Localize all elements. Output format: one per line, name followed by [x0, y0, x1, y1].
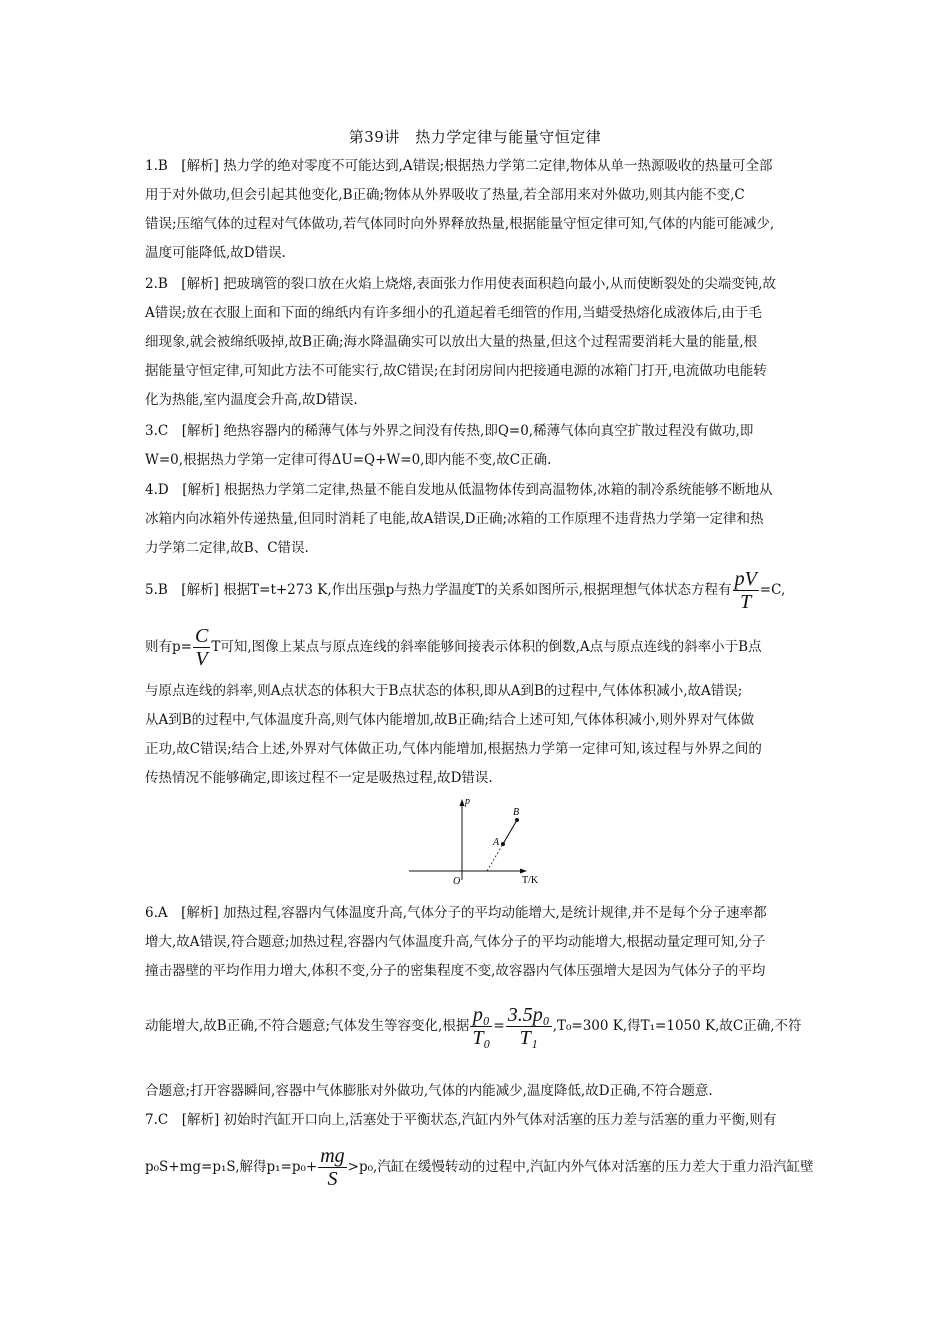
text-line: 正功,故C错误;结合上述,外界对气体做正功,气体内能增加,根据热力学第一定律可知,该过程与外界之间的: [145, 741, 762, 757]
fraction-denominator: V: [195, 648, 208, 670]
text-line: 温度可能降低,故D错误.: [145, 245, 286, 261]
fraction-pv-over-t: [733, 568, 759, 613]
fraction-numerator: 3.5p₀: [507, 1004, 550, 1026]
fraction-denominator: T₁: [519, 1027, 538, 1049]
point-a: [501, 842, 505, 846]
text-line: 化为热能,室内温度会升高,故D错误.: [145, 392, 358, 408]
text-line: 4.D [解析] 根据热力学第二定律,热量不能自发地从低温物体传到高温物体,冰箱的制冷系统能够不断地从: [145, 482, 773, 498]
text-line: W=0,根据热力学第一定律可得ΔU=Q+W=0,即内能不变,故C正确.: [145, 452, 552, 468]
p-t-graph: [405, 790, 555, 890]
text-span: >p₀,汽缸在缓慢转动的过程中,汽缸内外气体对活塞的压力差大于重力沿汽缸壁: [347, 1159, 814, 1175]
text-line: 与原点连线的斜率,则A点状态的体积大于B点状态的体积,即从A到B的过程中,气体体积减小,故A错误;: [145, 683, 743, 699]
p-axis-label: p: [465, 796, 470, 807]
answer-5-line-2: [145, 625, 810, 669]
answer-5-line-1: [145, 568, 810, 612]
t-axis-arrow: [520, 869, 527, 874]
text-line: A错误;放在衣服上面和下面的绵纸内有许多细小的孔道起着毛细管的作用,当蜡受热熔化成液体后,由于毛: [145, 305, 762, 321]
text-line: 1.B [解析] 热力学的绝对零度不可能达到,A错误;根据热力学第二定律,物体从单一热源吸收的热量可全部: [145, 158, 773, 174]
text-line: 撞击器壁的平均作用力增大,体积不变,分子的密集程度不变,故容器内气体压强增大是因为气体分子的平均: [145, 963, 766, 979]
text-line: 2.B [解析] 把玻璃管的裂口放在火焰上烧熔,表面张力作用使表面积趋向最小,从而使断裂处的尖端变钝,故: [145, 276, 776, 292]
answer-5-rest: [145, 677, 810, 793]
answer-2: [145, 270, 810, 415]
text-span: 则有p=: [145, 639, 192, 655]
answer-7: [145, 1106, 810, 1135]
answer-6-line-5: [145, 1077, 810, 1106]
text-line: 7.C [解析] 初始时汽缸开口向上,活塞处于平衡状态,汽缸内外气体对活塞的压力差与活塞的重力平衡,则有: [145, 1112, 777, 1128]
fraction-c-over-v: [193, 625, 210, 670]
answer-3: [145, 417, 810, 475]
text-line: 细现象,就会被绵纸吸掉,故B正确;海水降温确实可以放出大量的热量,但这个过程需要消耗大量的能量,根: [145, 334, 758, 350]
text-line: 6.A [解析] 加热过程,容器内气体温度升高,气体分子的平均动能增大,是统计规律,并不是每个分子速率都: [145, 905, 767, 921]
answer-6-line-4: [145, 1002, 810, 1050]
fraction-mg-over-s: [318, 1145, 346, 1190]
text-line: 增大,故A错误,符合题意;加热过程,容器内气体温度升高,气体分子的平均动能增大,根据动量定理可知,分子: [145, 934, 766, 950]
answer-1: [145, 152, 810, 268]
text-line: 3.C [解析] 绝热容器内的稀薄气体与外界之间没有传热,即Q=0,稀薄气体向真空扩散过程没有做功,即: [145, 423, 754, 439]
text-line: 从A到B的过程中,气体温度升高,则气体内能增加,故B正确;结合上述可知,气体体积减小,则外界对气体做: [145, 712, 755, 728]
text-span: 动能增大,故B正确,不符合题意;气体发生等容变化,根据: [145, 1018, 470, 1034]
fraction-3-5p0-over-t1: [506, 1004, 552, 1049]
point-a-label: A: [493, 837, 500, 848]
fraction-denominator: T: [740, 591, 752, 613]
fraction-numerator: mg: [320, 1145, 345, 1167]
dashed-extension: [487, 844, 503, 871]
point-b: [515, 818, 519, 822]
answer-6: [145, 899, 810, 986]
text-span: T可知,图像上某点与原点连线的斜率能够间接表示体积的倒数,A点与原点连线的斜率小于B点: [211, 639, 762, 655]
fraction-denominator: S: [327, 1168, 338, 1190]
text-span: ,T₀=300 K,得T₁=1050 K,故C正确,不符: [552, 1018, 802, 1034]
fraction-numerator: pV: [734, 568, 757, 590]
text-line: 用于对外做功,但会引起其他变化,B正确;物体从外界吸收了热量,若全部用来对外做功,则其内能不变,C: [145, 187, 745, 203]
text-span: =C,: [759, 582, 786, 598]
answer-4: [145, 476, 810, 563]
text-line: 错误;压缩气体的过程对气体做功,若气体同时向外界释放热量,根据能量守恒定律可知,气体的内能可能减少,: [145, 216, 775, 232]
fraction-numerator: C: [194, 625, 209, 647]
point-b-label: B: [513, 807, 520, 818]
equals-sign: =: [493, 1018, 505, 1034]
p-axis-arrow: [460, 799, 465, 806]
origin-label: O: [453, 876, 461, 887]
fraction-denominator: T₀: [472, 1027, 491, 1049]
process-line: [503, 820, 517, 844]
text-line: 冰箱内向冰箱外传递热量,但同时消耗了电能,故A错误,D正确;冰箱的工作原理不违背热力学第一定律和热: [145, 511, 764, 527]
text-line: 合题意;打开容器瞬间,容器中气体膨胀对外做功,气体的内能减少,温度降低,故D正确,不符合题意.: [145, 1083, 713, 1099]
text-span: p₀S+mg=p₁S,解得p₁=p₀+: [145, 1159, 318, 1175]
text-line: 传热情况不能够确定,即该过程不一定是吸热过程,故D错误.: [145, 770, 493, 786]
text-span: 5.B [解析] 根据T=t+273 K,作出压强p与热力学温度T的关系如图所示,根据理想气体状态方程有: [145, 582, 732, 598]
t-axis-label: T/K: [522, 875, 539, 886]
page-title: 第39讲 热力学定律与能量守恒定律: [348, 128, 602, 146]
text-line: 力学第二定律,故B、C错误.: [145, 540, 309, 556]
text-line: 据能量守恒定律,可知此方法不可能实行,故C错误;在封闭房间内把接通电源的冰箱门打开,电流做功电能转: [145, 363, 767, 379]
fraction-p0-over-t0: [470, 1004, 492, 1049]
answer-7-line-2: [145, 1143, 814, 1191]
fraction-numerator: p₀: [470, 1004, 492, 1027]
